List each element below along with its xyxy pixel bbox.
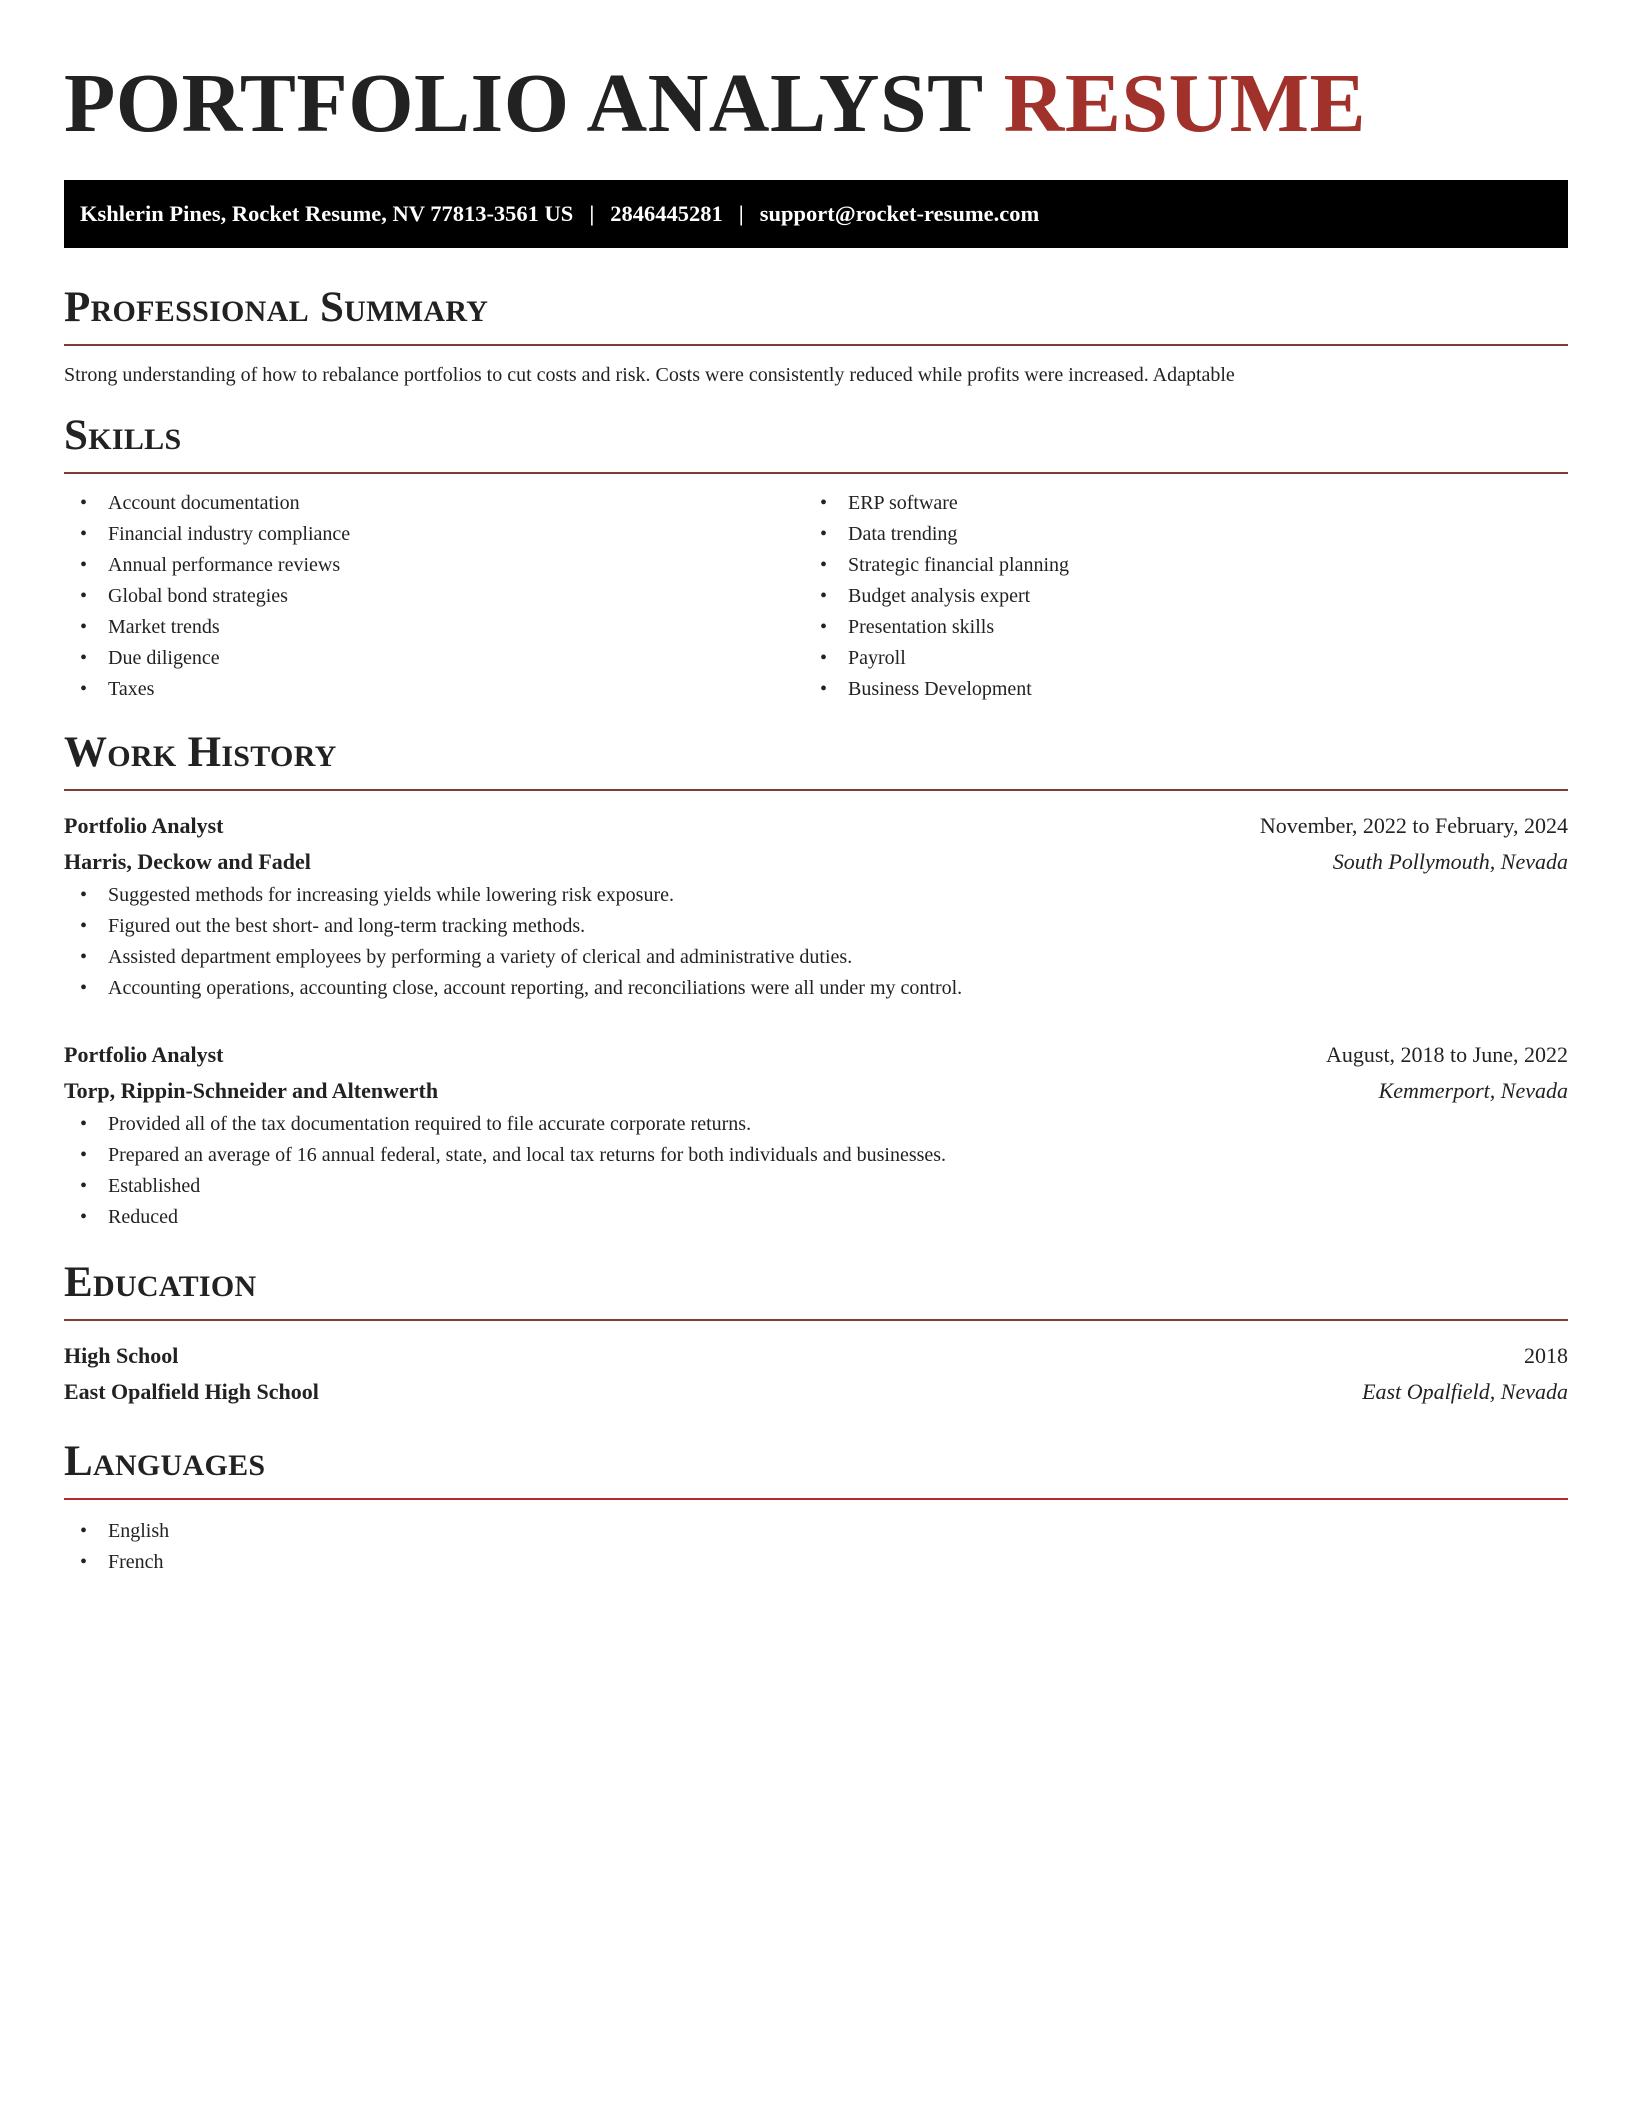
job-company-row bbox=[64, 1073, 1568, 1109]
bullet-icon: • bbox=[80, 946, 88, 968]
job-company: Torp, Rippin-Schneider and Altenwerth bbox=[64, 1078, 439, 1103]
job-duty: • Provided all of the tax documentation required to file accurate corporate returns. bbox=[64, 1109, 1568, 1140]
bullet-icon: • bbox=[80, 1551, 88, 1573]
job-duty: • Reduced bbox=[64, 1202, 1568, 1233]
skill-item: • Data trending bbox=[804, 519, 1544, 550]
bullet-icon: • bbox=[80, 492, 88, 514]
job-location: Kemmerport, Nevada bbox=[1378, 1078, 1568, 1103]
education-school-row bbox=[64, 1374, 1568, 1410]
language-item: • French bbox=[64, 1547, 1568, 1578]
languages-section bbox=[64, 1438, 1568, 1578]
bullet-icon: • bbox=[80, 554, 88, 576]
work-history-heading: Work History bbox=[64, 729, 337, 776]
bullet-icon: • bbox=[80, 523, 88, 545]
bullet-icon: • bbox=[80, 616, 88, 638]
languages-heading: Languages bbox=[64, 1438, 266, 1485]
job-duty: • Prepared an average of 16 annual federal, state, and local tax returns for both individuals and businesses. bbox=[64, 1140, 1568, 1171]
section-divider bbox=[64, 472, 1568, 474]
job-duty: • Established bbox=[64, 1171, 1568, 1202]
bullet-icon: • bbox=[80, 1206, 88, 1228]
skill-item: • Market trends bbox=[64, 612, 804, 643]
skill-item: • Payroll bbox=[804, 643, 1544, 674]
skills-list-left bbox=[64, 488, 804, 705]
skill-item: • Financial industry compliance bbox=[64, 519, 804, 550]
bullet-icon: • bbox=[80, 977, 88, 999]
work-history-section bbox=[64, 729, 1568, 1233]
education-degree: High School bbox=[64, 1343, 179, 1368]
job-title: Portfolio Analyst bbox=[64, 1042, 224, 1067]
skill-item: • Presentation skills bbox=[804, 612, 1544, 643]
skill-item: • Taxes bbox=[64, 674, 804, 705]
skills-section bbox=[64, 412, 1568, 705]
resume-title-accent: RESUME bbox=[1003, 57, 1367, 150]
education-school: East Opalfield High School bbox=[64, 1379, 319, 1404]
contact-phone: 2846445281 bbox=[610, 201, 723, 226]
education-location: East Opalfield, Nevada bbox=[1362, 1379, 1568, 1404]
skill-item: • Account documentation bbox=[64, 488, 804, 519]
language-item: • English bbox=[64, 1516, 1568, 1547]
bullet-icon: • bbox=[820, 554, 828, 576]
skill-item: • Due diligence bbox=[64, 643, 804, 674]
job-duty: • Suggested methods for increasing yields while lowering risk exposure. bbox=[64, 880, 1568, 911]
education-entry bbox=[64, 1338, 1568, 1410]
job-company: Harris, Deckow and Fadel bbox=[64, 849, 311, 874]
skill-item: • Strategic financial planning bbox=[804, 550, 1544, 581]
contact-separator: | bbox=[589, 201, 595, 226]
bullet-icon: • bbox=[80, 884, 88, 906]
bullet-icon: • bbox=[820, 616, 828, 638]
job-title: Portfolio Analyst bbox=[64, 813, 224, 838]
job-dates: November, 2022 to February, 2024 bbox=[1259, 813, 1568, 838]
job-header-row bbox=[64, 808, 1568, 844]
skills-list-right bbox=[804, 488, 1544, 705]
contact-bar bbox=[64, 180, 1568, 248]
resume-title bbox=[64, 0, 1568, 150]
job-dates: August, 2018 to June, 2022 bbox=[1326, 1042, 1568, 1067]
bullet-icon: • bbox=[80, 585, 88, 607]
bullet-icon: • bbox=[80, 1144, 88, 1166]
skill-item: • ERP software bbox=[804, 488, 1544, 519]
bullet-icon: • bbox=[820, 523, 828, 545]
skill-item: • Budget analysis expert bbox=[804, 581, 1544, 612]
languages-list bbox=[64, 1516, 1568, 1578]
contact-separator: | bbox=[738, 201, 744, 226]
bullet-icon: • bbox=[80, 647, 88, 669]
education-year: 2018 bbox=[1524, 1343, 1568, 1368]
job-header-row bbox=[64, 1037, 1568, 1073]
section-divider bbox=[64, 344, 1568, 346]
skill-item: • Business Development bbox=[804, 674, 1544, 705]
section-divider bbox=[64, 789, 1568, 791]
education-section bbox=[64, 1259, 1568, 1410]
skills-heading: Skills bbox=[64, 412, 182, 459]
summary-text: Strong understanding of how to rebalance portfolios to cut costs and risk. Costs were consistently reduced while profits were increased. Adaptable bbox=[64, 364, 1235, 386]
resume-title-main: PORTFOLIO ANALYST bbox=[64, 57, 983, 150]
skills-grid bbox=[64, 488, 1568, 705]
skill-item: • Global bond strategies bbox=[64, 581, 804, 612]
job-company-row bbox=[64, 844, 1568, 880]
job-duties bbox=[64, 880, 1568, 1004]
bullet-icon: • bbox=[820, 647, 828, 669]
job-duty: • Accounting operations, accounting close, account reporting, and reconciliations were all under my control. bbox=[64, 973, 1568, 1004]
skill-item: • Annual performance reviews bbox=[64, 550, 804, 581]
job-entry bbox=[64, 1037, 1568, 1233]
bullet-icon: • bbox=[820, 678, 828, 700]
job-duty: • Figured out the best short- and long-term tracking methods. bbox=[64, 911, 1568, 942]
bullet-icon: • bbox=[80, 915, 88, 937]
bullet-icon: • bbox=[80, 1520, 88, 1542]
contact-email: support@rocket-resume.com bbox=[759, 201, 1040, 226]
bullet-icon: • bbox=[80, 678, 88, 700]
job-location: South Pollymouth, Nevada bbox=[1332, 849, 1568, 874]
section-divider bbox=[64, 1319, 1568, 1321]
bullet-icon: • bbox=[80, 1113, 88, 1135]
summary-heading: Professional Summary bbox=[64, 284, 489, 331]
bullet-icon: • bbox=[820, 492, 828, 514]
bullet-icon: • bbox=[80, 1175, 88, 1197]
section-divider bbox=[64, 1498, 1568, 1500]
job-duty: • Assisted department employees by performing a variety of clerical and administrative duties. bbox=[64, 942, 1568, 973]
education-heading: Education bbox=[64, 1259, 257, 1306]
bullet-icon: • bbox=[820, 585, 828, 607]
job-duties bbox=[64, 1109, 1568, 1233]
contact-address: Kshlerin Pines, Rocket Resume, NV 77813-3561 US bbox=[80, 201, 574, 226]
summary-section bbox=[64, 284, 1568, 389]
education-degree-row bbox=[64, 1338, 1568, 1374]
job-entry bbox=[64, 808, 1568, 1004]
